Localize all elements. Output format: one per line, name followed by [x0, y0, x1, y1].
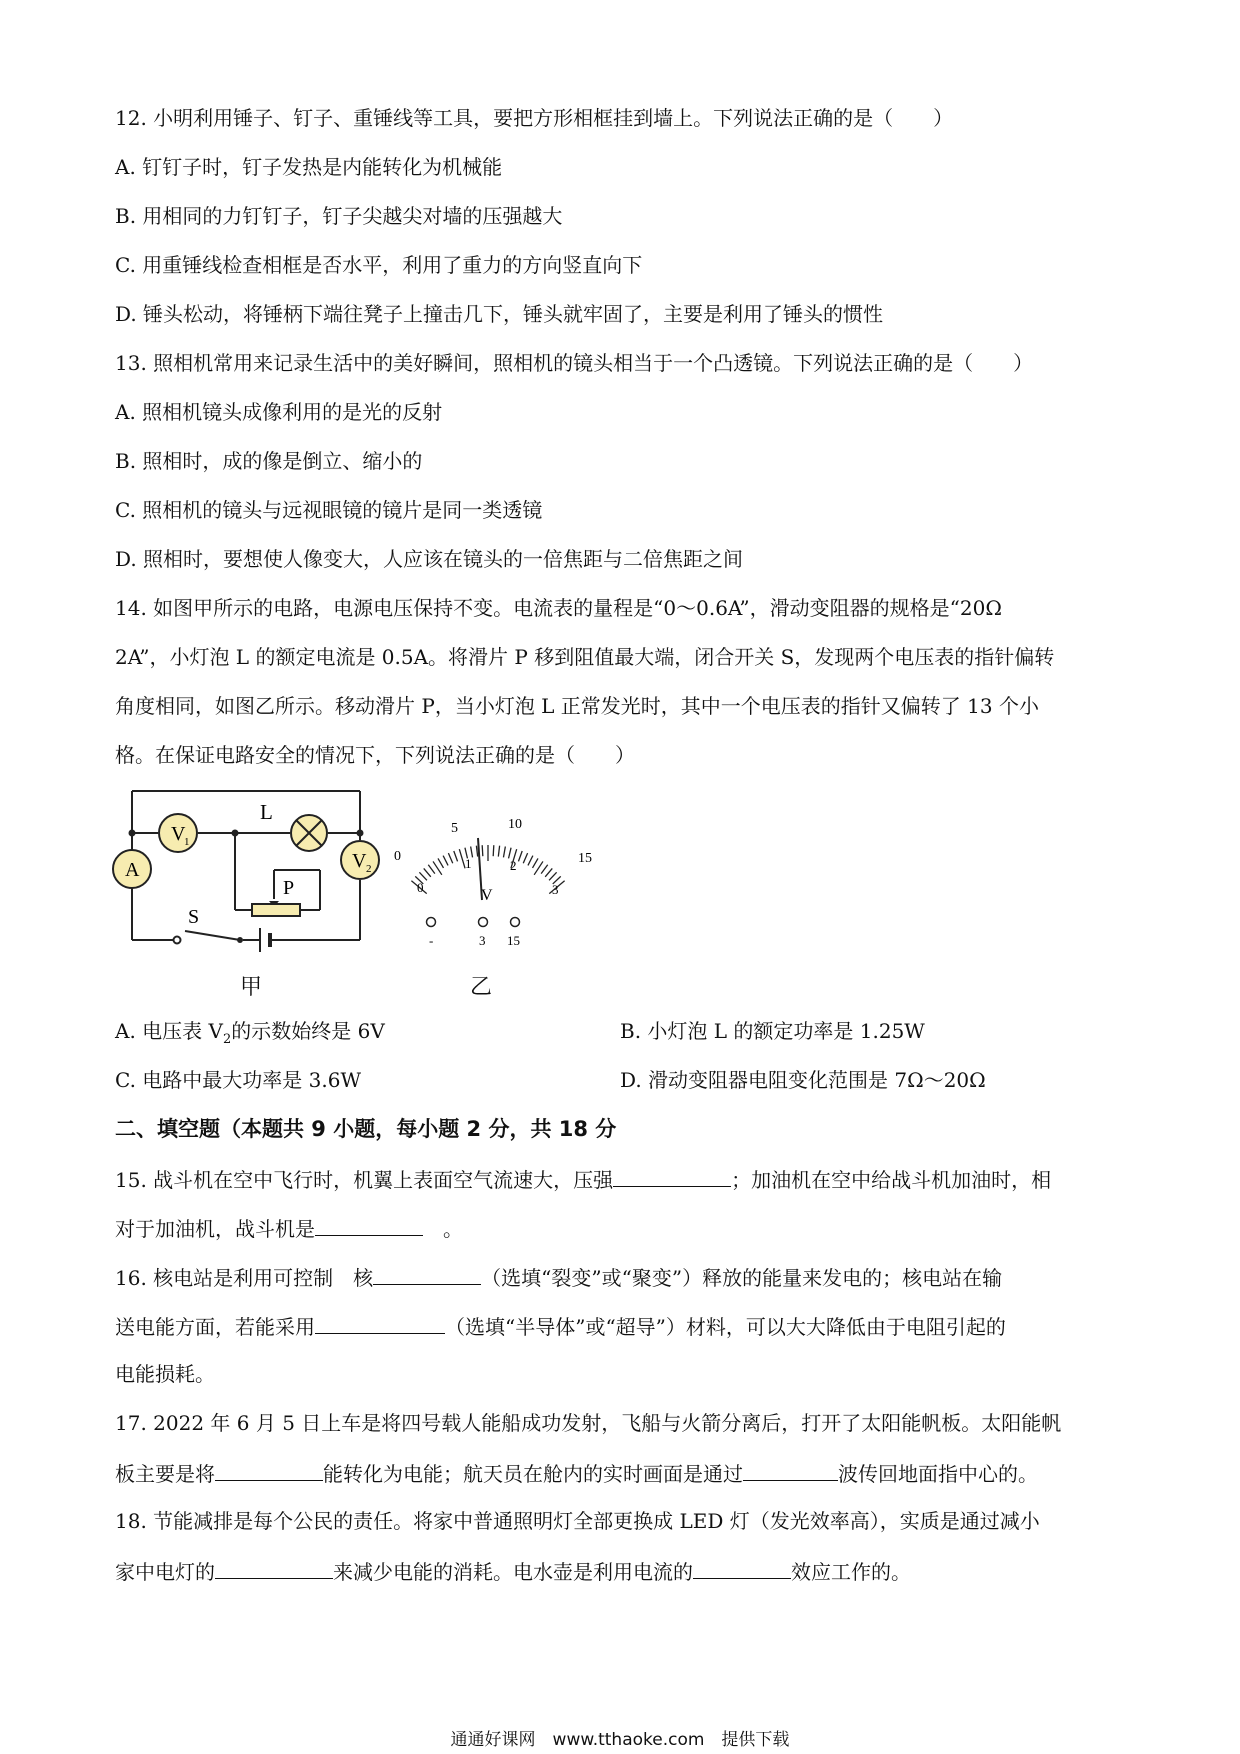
q12-option-c: C. 用重锤线检查相框是否水平，利用了重力的方向竖直向下 — [115, 253, 643, 277]
q18-line-1: 18. 节能减排是每个公民的责任。将家中普通照明灯全部更换成 LED 灯（发光效率高），实质是通过减小 — [115, 1509, 1040, 1533]
q17-blank-2 — [743, 1458, 838, 1481]
dial-tick — [476, 846, 477, 857]
q18-blank-2 — [693, 1556, 791, 1579]
dial-inner-0: 0 — [417, 880, 424, 895]
dial-tick — [545, 868, 552, 876]
q16-line-3: 电能损耗。 — [115, 1362, 215, 1386]
dial-tick — [533, 858, 539, 868]
q15-blank-2 — [315, 1213, 423, 1236]
slider-label: P — [283, 877, 295, 899]
q13-stem: 13. 照相机常用来记录生活中的美好瞬间，照相机的镜头相当于一个凸透镜。下列说法正确的是（ ） — [115, 351, 1034, 375]
q15-blank-1 — [613, 1164, 731, 1187]
q17-line-2: 板主要是将 能转化为电能；航天员在舱内的实时画面是通过 波传回地面指中心的。 — [115, 1458, 1038, 1488]
lamp-label: L — [260, 800, 273, 824]
q13-option-a: A. 照相机镜头成像利用的是光的反射 — [115, 400, 443, 424]
q13-option-d: D. 照相时，要想使人像变大，人应该在镜头的一倍焦距与二倍焦距之间 — [115, 547, 744, 571]
q18-blank-1 — [215, 1556, 333, 1579]
q13-option-b: B. 照相时，成的像是倒立、缩小的 — [115, 449, 423, 473]
dial-inner-1: 1 — [465, 856, 472, 871]
section-2-title: 二、填空题（本题共 9 小题，每小题 2 分，共 18 分 — [115, 1117, 617, 1141]
q16-blank-1 — [373, 1262, 481, 1285]
caption-yi: 乙 — [470, 975, 493, 1000]
terminal-15: 15 — [507, 933, 520, 948]
dial-tick — [541, 865, 548, 874]
dial-outer-10: 10 — [508, 817, 522, 832]
dial-tick — [428, 865, 435, 874]
v1-subscript: 1 — [184, 836, 190, 848]
dial-tick — [443, 856, 448, 866]
q14-option-a: A. 电压表 $V_2$的示数始终是 6V — [115, 1019, 385, 1047]
q17-blank-1 — [215, 1458, 323, 1481]
page-footer: 通通好课网 www.tthaoke.com 提供下载 — [450, 1730, 790, 1750]
dial-tick — [454, 851, 458, 861]
dial-tick — [549, 872, 557, 880]
q14-stem-line-3: 角度相同，如图乙所示。移动滑片 P，当小灯泡 L 正常发光时，其中一个电压表的指针又偏转了 13 个小 — [115, 694, 1039, 718]
q18-line-2: 家中电灯的 来减少电能的消耗。电水壶是利用电流的 效应工作的。 — [115, 1556, 911, 1586]
q13-option-c: C. 照相机的镜头与远视眼镜的镜片是同一类透镜 — [115, 498, 543, 522]
q14-stem-line-2: 2A”，小灯泡 L 的额定电流是 0.5A。将滑片 P 移到阻值最大端，闭合开关 S，发现两个电压表的指针偏转 — [115, 645, 1055, 669]
switch-label: S — [188, 906, 200, 928]
q15-line-2: 对于加油机，战斗机是 。 — [115, 1213, 463, 1243]
dial-tick — [438, 858, 444, 868]
dial-tick — [493, 845, 494, 856]
terminal-minus: - — [429, 933, 434, 948]
dial-outer-5: 5 — [451, 821, 458, 836]
dial-outer-15: 15 — [578, 851, 592, 866]
dial-outer-0: 0 — [394, 849, 401, 864]
dial-tick — [503, 847, 505, 858]
dial-tick — [482, 845, 483, 856]
voltmeter-dial — [388, 810, 598, 960]
q14-option-d: D. 滑动变阻器电阻变化范围是 7Ω～20Ω — [620, 1068, 986, 1092]
dial-tick — [518, 851, 522, 861]
caption-jia: 甲 — [240, 975, 263, 1000]
ammeter-label: A — [125, 859, 140, 881]
q14-option-b: B. 小灯泡 L 的额定功率是 1.25W — [620, 1019, 925, 1043]
q15-line-1: 15. 战斗机在空中飞行时，机翼上表面空气流速大，压强 ；加油机在空中给战斗机加油时，相 — [115, 1164, 1051, 1194]
q12-option-d: D. 锤头松动，将锤柄下端往凳子上撞击几下，锤头就牢固了，主要是利用了锤头的惯性 — [115, 302, 884, 326]
v2-label: V — [352, 850, 367, 872]
q16-line-1: 16. 核电站是利用可控制 核 （选填“裂变”或“聚变”）释放的能量来发电的；核电站在输 — [115, 1262, 1002, 1292]
circuit-diagram — [110, 785, 380, 960]
q14-stem-line-4: 格。在保证电路安全的情况下，下列说法正确的是（ ） — [115, 743, 635, 767]
q16-line-2: 送电能方面，若能采用 （选填“半导体”或“超导”）材料，可以大大降低由于电阻引起的 — [115, 1311, 1006, 1341]
dial-tick — [528, 856, 533, 866]
q12-option-a: A. 钉钉子时，钉子发热是内能转化为机械能 — [115, 155, 503, 179]
dial-tick — [523, 853, 527, 863]
dial-tick — [498, 846, 499, 857]
q12-stem: 12. 小明利用锤子、钉子、重锤线等工具，要把方形相框挂到墙上。下列说法正确的是（ ） — [115, 106, 954, 130]
v1-label: V — [171, 823, 186, 845]
v2-subscript: 2 — [366, 863, 372, 875]
q14-option-c: C. 电路中最大功率是 3.6W — [115, 1068, 362, 1092]
dial-tick — [424, 868, 431, 876]
dial-unit: V — [481, 887, 493, 904]
dial-tick — [509, 848, 512, 859]
terminal-3: 3 — [479, 933, 486, 948]
dial-inner-3: 3 — [552, 882, 559, 897]
q14-stem-line-1: 14. 如图甲所示的电路，电源电压保持不变。电流表的量程是“0～0.6A”，滑动变阻器的规格是“20Ω — [115, 596, 1002, 620]
q12-option-b: B. 用相同的力钉钉子，钉子尖越尖对墙的压强越大 — [115, 204, 563, 228]
dial-tick — [448, 853, 452, 863]
dial-inner-2: 2 — [510, 858, 517, 873]
q16-blank-2 — [315, 1311, 445, 1334]
q17-line-1: 17. 2022 年 6 月 5 日上车是将四号载人能船成功发射，飞船与火箭分离后，打开了太阳能帆板。太阳能帆 — [115, 1411, 1062, 1435]
